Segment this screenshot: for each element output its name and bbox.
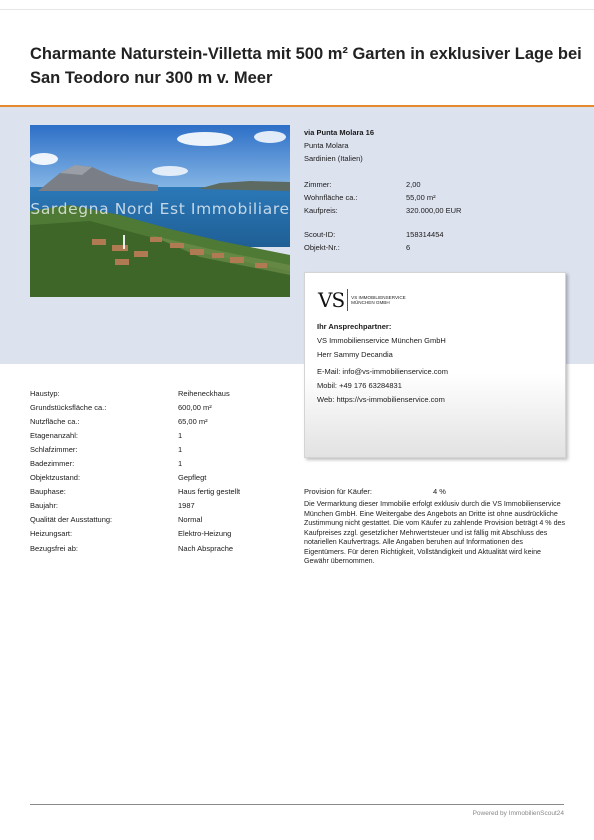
detail-value: 1 <box>178 459 183 469</box>
property-details <box>30 387 240 556</box>
disclaimer-text: Die Vermarktung dieser Immobilie erfolgt exklusiv durch die VS Immobilienservice München GmbH. Eine Weitergabe des Angebots an Dritte ist ohne ausdrückliche Zustimmung nicht gestattet. Die vom Käufer zu zahlende Provision beträgt 4 % des Kaufpreises zzgl. gesetzlicher Mehrwertsteuer und ist fällig mit Abschluss des notariellen Kaufvertrags. Alle Angaben beruhen auf Informationen des Eigentümers. Für deren Richtigkeit, Vollständigkeit und Aktualität wird keine Gewähr übernommen. <box>304 500 566 565</box>
address-region: Sardinien (Italien) <box>304 154 363 163</box>
id-label: Scout-ID: <box>304 230 336 239</box>
detail-row <box>30 401 240 415</box>
detail-label: Haustyp: <box>30 389 60 398</box>
contact-details <box>317 320 448 407</box>
contact-person: Herr Sammy Decandia <box>317 350 393 359</box>
detail-row <box>30 387 240 401</box>
address-street: via Punta Molara 16 <box>304 128 375 137</box>
fact-label: Zimmer: <box>304 180 332 189</box>
id-value: 6 <box>406 243 411 252</box>
logo-line-1: VS IMMOBILIENSERVICE <box>351 294 406 300</box>
detail-label: Schlafzimmer: <box>30 445 78 455</box>
detail-row <box>30 457 240 471</box>
logo-line-2: MÜNCHEN GMBH <box>351 300 390 305</box>
detail-value: 600,00 m² <box>178 403 212 413</box>
detail-row <box>30 471 240 485</box>
agency-logo <box>318 288 406 312</box>
key-facts <box>304 178 461 217</box>
detail-label: Grundstücksfläche ca.: <box>30 403 107 413</box>
contact-phone[interactable]: Mobil: +49 176 63284831 <box>317 381 402 390</box>
buyer-commission <box>304 485 446 498</box>
commission-value: 4 % <box>433 487 446 496</box>
detail-row <box>30 443 240 457</box>
id-row-object <box>304 241 444 254</box>
detail-row <box>30 415 240 429</box>
address-place: Punta Molara <box>304 141 349 150</box>
listing-ids <box>304 228 444 254</box>
commission-label: Provision für Käufer: <box>304 487 372 496</box>
fact-label: Kaufpreis: <box>304 206 338 215</box>
address-block <box>304 126 374 165</box>
detail-value: 1 <box>178 445 183 455</box>
footer-credit: Powered by ImmobilienScout24 <box>472 810 564 817</box>
detail-value: 1 <box>178 431 183 441</box>
id-value: 158314454 <box>406 230 444 239</box>
contact-email[interactable]: E-Mail: info@vs-immobilienservice.com <box>317 367 448 376</box>
fact-row-living-area <box>304 191 461 204</box>
detail-value: Haus fertig gestellt <box>178 487 241 497</box>
detail-value: 65,00 m² <box>178 417 208 427</box>
id-label: Objekt-Nr.: <box>304 243 340 252</box>
detail-label: Nutzfläche ca.: <box>30 417 80 427</box>
detail-label: Objektzustand: <box>30 473 81 483</box>
detail-label: Etagenanzahl: <box>30 431 78 441</box>
fact-row-price <box>304 204 461 217</box>
contact-heading: Ihr Ansprechpartner: <box>317 322 392 331</box>
detail-row <box>30 542 240 556</box>
detail-value: Elektro-Heizung <box>178 529 232 539</box>
contact-company: VS Immobilienservice München GmbH <box>317 336 446 345</box>
fact-value: 55,00 m² <box>406 193 436 202</box>
detail-label: Heizungsart: <box>30 529 73 539</box>
logo-text <box>351 295 406 306</box>
contact-website[interactable]: Web: https://vs-immobilienservice.com <box>317 395 445 404</box>
detail-row <box>30 485 240 499</box>
detail-row <box>30 513 240 527</box>
detail-value: 1987 <box>178 501 195 511</box>
fact-label: Wohnfläche ca.: <box>304 193 358 202</box>
detail-label: Bezugsfrei ab: <box>30 543 78 553</box>
contact-card <box>304 272 566 458</box>
fact-row-rooms <box>304 178 461 191</box>
fact-value: 320.000,00 EUR <box>406 206 462 215</box>
detail-value: Normal <box>178 515 203 525</box>
detail-value: Nach Absprache <box>178 543 234 553</box>
property-photo[interactable] <box>30 125 290 297</box>
logo-divider <box>347 289 348 311</box>
detail-label: Bauphase: <box>30 487 66 497</box>
detail-label: Baujahr: <box>30 501 58 511</box>
logo-mark: VS <box>318 288 345 312</box>
detail-label: Qualität der Ausstattung: <box>30 515 113 525</box>
detail-row <box>30 527 240 541</box>
detail-value: Gepflegt <box>178 473 207 483</box>
detail-value: Reiheneckhaus <box>178 389 230 398</box>
detail-label: Badezimmer: <box>30 459 75 469</box>
fact-value: 2,00 <box>406 180 421 189</box>
detail-row <box>30 429 240 443</box>
page-top-edge <box>0 0 594 10</box>
id-row-scout <box>304 228 444 241</box>
page-title: Charmante Naturstein-Villetta mit 500 m² Garten in exklusiver Lage bei San Teodoro nur 300 m v. Meer <box>30 45 582 87</box>
detail-row <box>30 499 240 513</box>
photo-watermark: Sardegna Nord Est Immobiliare <box>30 200 290 218</box>
footer-divider <box>30 804 564 805</box>
